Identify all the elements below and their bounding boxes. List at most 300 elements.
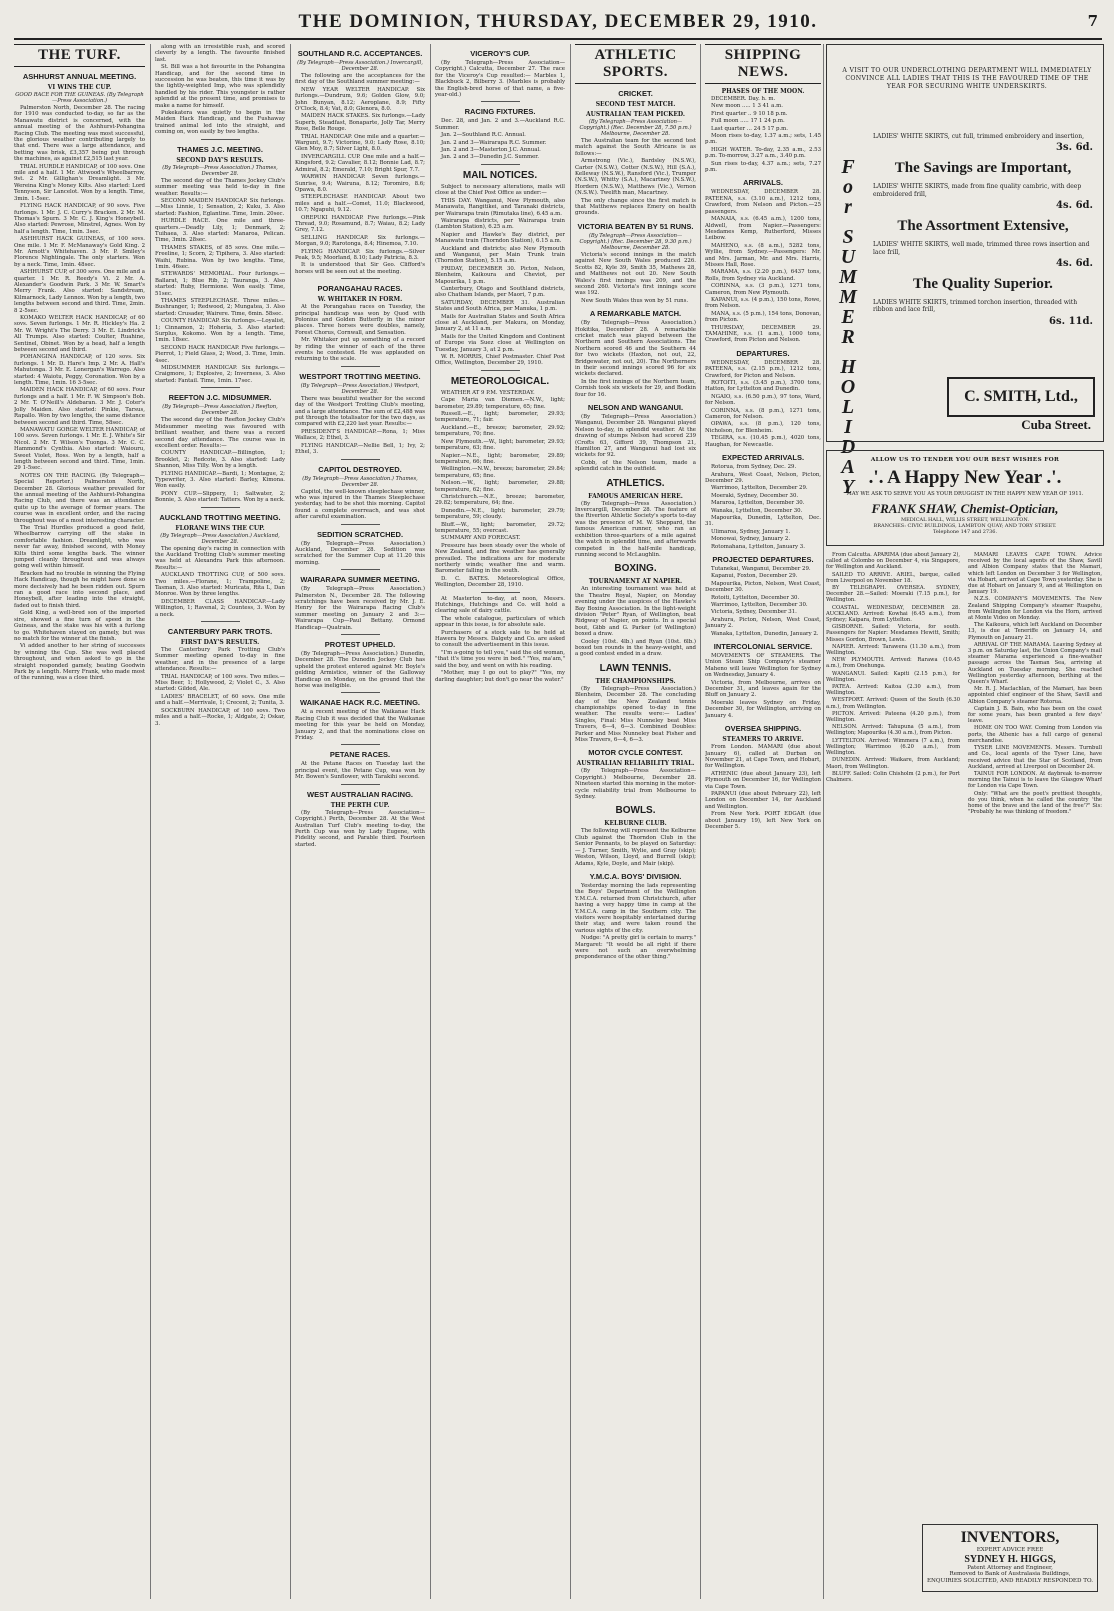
paragraph: Victoria's second innings in the match against New South Wales produced 226. Scotts 82, Kyle 39, Smith 35, Mathews 28, and Matthews not out 20. New South Wales's first innings was 209, and the second 260. Victoria's first innings score was 192. — [575, 251, 696, 297]
ad-line: ENQUIRIES SOLICITED, AND READILY RESPONDED TO. — [926, 1577, 1094, 1584]
paragraph: MAIDEN HACK HANDICAP, of 60 sovs. Four furlongs and a half. 1 Mr. F. W. Simpson's Bob. 2 Mr. T. O'Neill's Aldebaran. 3 Mr. J. Coter's Jolly Maiden. Also started: Pinkie, Tarsus, Rapallo. Won by two lengths, the same distance between second and third. Time, 58sec. — [14, 387, 145, 426]
article-heading: MAIL NOTICES. — [462, 169, 538, 181]
paragraph: SECOND MAIDEN HANDICAP. Six furlongs.—Miss Linnie, 1; Sensation, 2; Kuku, 3. Also started: Fashion, Eglantine. Time, 1min. 20sec. — [155, 197, 285, 217]
paragraph: N.Z.S. COMPANY'S MOVEMENTS. The New Zealand Shipping Company's steamer Ruapehu, from Wellington for London via the Horn, arrived at Monte Video on Monday. — [968, 596, 1102, 622]
paragraph: Russell.—E., light; barometer, 29.93; temperature, 71; fair. — [435, 411, 565, 424]
article-body — [705, 189, 821, 343]
paragraph: Wanaka, Lyttelton, Dunedin, January 2. — [711, 630, 819, 637]
paragraph: OREPUKI HANDICAP. Five furlongs.—Pink Thread, 9.0; Rosamund, 8.7; Waiau, 8.2; Lady Grey, 7.12. — [295, 214, 425, 234]
paragraph: W. R. MORRIS, Chief Postmaster. Chief Post Office, Wellington, December 29, 1910. — [435, 354, 565, 367]
paragraph: ARRIVAL OF THE MARAMA. Leaving Sydney at 3 p.m. on Saturday last, the Union Company's mail steamer Marama experienced a fine-weather passage across the Tasman Sea, arriving at Auckland on Tuesday morning. She reached Wellington yesterday afternoon, berthing at the Queen's Wharf. — [968, 641, 1102, 686]
paragraph: WEATHER AT 9 P.M. YESTERDAY. — [441, 389, 535, 396]
article-body — [295, 709, 425, 741]
paragraph: ROTOITI, s.s. (3.45 p.m.), 3700 tons, Hatton, for Lyttelton and Dunedin. — [705, 380, 821, 393]
section-heading-turf: THE TURF. — [14, 44, 145, 67]
article-heading: NELSON AND WANGANUI. — [587, 403, 684, 412]
article-heading: WAIRARAPA SUMMER MEETING. — [300, 575, 420, 585]
paragraph: Arahura, West Coast, Nelson, Picton, December 29. — [705, 471, 821, 484]
paragraph: Mararoa, Lyttelton, December 30. — [711, 500, 805, 507]
paragraph: SELLING HANDICAP. Six furlongs.—Morgan, 9.0; Rarotonga, 8.4; Hinemoa, 7.10. — [295, 234, 425, 248]
paragraph: (By Telegraph—Press Association.) Dunedin, December 28. The Dunedin Jockey Club has upheld the protest entered against Mr. Boyle's gelding Armistice, winner of the Galloway Handicap on Monday, on the ground that the horse was ineligible. — [295, 651, 425, 690]
paragraph: MOVEMENTS OF STEAMERS. The Union Steam Ship Company's steamer Maheno will leave Wellington for Sydney on Wednesday, January 4. — [705, 653, 821, 679]
paragraph: Mails for the United Kingdom and Continent of Europe via Suez close at Wellington on Tuesday, January 3, at 2 p.m. — [435, 333, 565, 353]
paragraph: Mails for Australian States and South Africa close at Auckland, per Makura, on Monday, January 2, at 11 a.m. — [435, 313, 565, 333]
paragraph: "I'm a-going to tell you," said the old woman, "that it's time you were in bed." "Yes, ma'am," said the boy, and went on with his reading. — [435, 649, 565, 669]
ad-telephone: Telephone 147 and 2736. — [932, 529, 998, 535]
article-byline: (By Telegraph—Press Association.) Thames, December 28. — [162, 164, 278, 177]
paragraph: Moeraki leaves Sydney on Friday, December 30, for Wellington, arriving on January 4. — [705, 699, 821, 719]
article-subheading: STEAMERS TO ARRIVE. — [722, 736, 804, 744]
ad-items — [873, 133, 1093, 331]
paragraph: Pressure has been steady over the whole of New Zealand, and fine weather has generally prevailed. The indications are for moderate northerly winds; weather fine and warm. Barometer falling in the south. — [435, 542, 565, 575]
shipping-telegraph-column — [826, 552, 960, 1592]
paragraph: Mr. R. J. Maclachlan, of the Mamari, has been appointed chief engineer of the Shaw, Savill and Albion Company's steamer Rotorua. — [968, 686, 1102, 705]
paragraph: Wellington.—N.W., breeze; barometer, 29.84; temperature, 65; fine. — [435, 466, 565, 479]
ad-line: Removed to Bank of Australasia Buildings, — [949, 1571, 1071, 1578]
column-shipping-news — [705, 44, 821, 1599]
paragraph: Rotorua, from Sydney, Dec. 29. — [711, 464, 797, 471]
paragraph: Victoria, from Melbourne, arrives on December 31, and leaves again for the Bluff on January 2. — [705, 679, 821, 699]
paragraph: SOCKBURN HANDICAP, of 160 sovs. Two miles and a half.—Rocke, 1; Aldgate, 2; Oskar, 3. — [155, 707, 285, 727]
article-heading: REEFTON J.C. MIDSUMMER. — [168, 393, 272, 403]
paragraph: The second day of the Thames Jockey Club's summer meeting was held to-day in fine weather. Results:— — [155, 177, 285, 197]
paragraph: Warrimoo, Lyttelton, December 29. — [711, 485, 808, 492]
paragraph: INVERCARGILL CUP. One mile and a half.—Kingsford, 9.2; Cavalier, 8.12; Bonnie Lad, 8.7; Admiral, 8.2; Emerald, 7.10; Bright Spur, 7.7. — [295, 153, 425, 173]
paragraph: LYTTELTON. Arrived: Wimmera (7 a.m.), from Wellington; Warrimoo (6.20 a.m.), from Wellington. — [826, 737, 960, 757]
paragraph: New moon ..... 1 3 41 a.m. — [711, 103, 783, 110]
paragraph: TYSER LINE MOVEMENTS. Messrs. Turnbull and Co., local agents of the Tyser Line, have received advice that the Star of Scotland, from Auckland, arrived at Liverpool on December 24. — [968, 745, 1102, 770]
ad-item-price: 4s. 6d. — [1056, 200, 1093, 212]
article-subheading: W. WHITAKER IN FORM. — [317, 296, 403, 304]
ad-firm-name: C. SMITH, Ltd., — [947, 377, 1095, 417]
paragraph: Auckland and districts; also New Plymouth and Wanganui, per Main Trunk train (Thorndon Station), 5.15 a.m. — [435, 245, 565, 265]
ad-slogan: The Savings are Important, — [894, 160, 1072, 177]
paragraph: FRIDAY, DECEMBER 30. Picton, Nelson, Blenheim, Kaikoura and Cheviot, per Mapourika, 1 p.m. — [435, 265, 565, 285]
column-athletic-sports — [575, 44, 696, 1599]
ad-slogan: The Quality Superior. — [913, 276, 1053, 293]
column-divider — [570, 44, 571, 1599]
paragraph: WESTPORT. Arrived: Queen of the South (6.30 a.m.), from Wellington. — [826, 697, 960, 710]
paragraph: Full moon ..... 17 1 24 p.m. — [711, 118, 785, 125]
article-heading: A REMARKABLE MATCH. — [589, 309, 682, 319]
article-body — [575, 586, 696, 657]
paragraph: (By Telegraph—Press Association.) Hokitika, December 28. A remarkable cricket match was played between the Northern and Southern Associations. The Northern scored 46 and the Southern 44 for two wickets (Haxton, not out, 22, Bridgewater, not out, 20). The Northerners in their second innings scored 96 for six wickets declared. — [575, 320, 696, 378]
paragraph: SECOND HACK HANDICAP. Five furlongs.—Pierrot, 1; Field Glass, 2; Wood, 3. Time, 1min. 4sec. — [155, 344, 285, 364]
ad-item — [873, 218, 1093, 235]
article-heading: WEST AUSTRALIAN RACING. — [307, 789, 413, 799]
paragraph: Christchurch.—N.E., breeze; barometer, 29.82; temperature, 64; fine. — [435, 493, 565, 507]
paragraph: The Canterbury Park Trotting Club's Summer meeting opened to-day in fine weather, and in the presence of a large attendance. Results:— — [155, 647, 285, 673]
ad-line: MAY WE ASK TO SERVE YOU AS YOUR DRUGGIST IN THE HAPPY NEW YEAR OF 1911. — [846, 491, 1084, 497]
advertisement-frank-shaw — [826, 450, 1104, 546]
paragraph: Napier.—N.E., light; barometer, 29.89; temperature, 66; fine. — [435, 452, 565, 465]
paragraph: ASHHURST HACK GUINEAS, of 100 sovs. One mile. 1 Mr. F. McManaway's Gold King. 2 Mr. Arnott's Whitehaven. 3 Mr. P. Smiley's Florence Nightingale. The only starters. Won by a neck. Time, 1min. 48sec. — [14, 236, 145, 268]
paragraph: (By Telegraph—Press Association—Copyright.) Melbourne, December 28. Nineteen started this morning in the motor-cycle reliability trial from Melbourne to Sydney. — [575, 768, 696, 801]
paragraph: D. C. BATES. Meteorological Office, Wellington, December 28, 1910. — [435, 575, 565, 589]
ad-item — [873, 241, 1093, 270]
paragraph: Last quarter ... 24 5 17 p.m. — [711, 125, 788, 132]
article-body — [575, 320, 696, 398]
divider — [481, 370, 520, 371]
paragraph: NELSON. Arrived: Tahupuna (5 a.m.), from Wellington; Mapourika (4.30 a.m.), from Picton. — [826, 724, 960, 737]
paragraph: HURDLE RACE. One mile and three-quarters.—Deadly Lily, 1; Denmark, 2; Tuihaea, 3. Also started: Manaroa, Pelican. Time, 3min. 28sec. — [155, 218, 285, 244]
article-body — [705, 744, 821, 830]
article-heading: EXPECTED ARRIVALS. — [721, 453, 805, 463]
paragraph: NGAIO, s.s. (6.50 p.m.), 97 tons, Ward, for Nelson. — [705, 393, 821, 407]
article-heading: BOWLS. — [615, 805, 656, 817]
paragraph: THURSDAY, DECEMBER 29. TAMAHINE, s.s. (1 a.m.), 1000 tons, Crawford, from Picton and Nelson. — [705, 324, 821, 344]
paragraph: MANAIA, s.s. (6.45 a.m.), 1200 tons, Aldwell, from Napier.—Passengers: Mesdames Kemp, Rutherford, Misses Leibow. — [705, 216, 821, 242]
paragraph: Ulimaroa, Sydney, January 1. — [711, 528, 791, 535]
paragraph: First quarter .. 9 10 18 p.m. — [711, 110, 788, 117]
article-subheading: SECOND DAY'S RESULTS. — [176, 156, 264, 164]
paragraph: STEWARDS' MEMORIAL. Four furlongs.—Ballarat, 1; Blue Rib, 2; Tauranga, 3. Also started: Ruby, Hermione. Won easily. Time, 51sec. — [155, 271, 285, 297]
article-body — [575, 501, 696, 559]
paragraph: DECEMBER CLASS HANDICAP.—Lady Willington, 1; Ravenal, 2; Countess, 3. Won by a neck. — [155, 598, 285, 618]
divider — [341, 524, 380, 525]
paragraph: The second day of the Reefton Jockey Club's Midsummer meeting was favoured with brilliant weather, and there was a record second day attendance. The course was in excellent order. Results:— — [155, 417, 285, 449]
article-body — [155, 178, 285, 385]
paragraph: From London. MAMARI (due about January 6), called at Durban on November 21, at Cape Town, and Hobart, for Wellington. — [705, 744, 821, 770]
paragraph: Vi added another to her string of successes by winning the Cup. She was well placed throughout, and when asked to go in the straight responded gamely, beating Goodwin Park by a length. Merry Frank, who made most of the running, was a close third. — [14, 643, 145, 682]
paragraph: Palmerston North, December 28. The racing for 1910 was conducted to-day, so far as the Manawatu district is concerned, with the annual meeting of the Ashhurst-Pohangina Racing Club. The meeting was most successful, the glorious weather contributing largely to that end. There was a large attendance, and betting was brisk, £3,357 being put through the machines, as against £2,515 last year. — [14, 105, 145, 163]
article-body — [295, 541, 425, 567]
divider — [201, 621, 240, 622]
column-divider — [700, 44, 701, 1599]
paragraph: KAPANUI, s.s. (4 p.m.), 150 tons, Rowe, from Nelson. — [705, 296, 821, 310]
divider — [341, 692, 380, 693]
ad-intro: A VISIT TO OUR UNDERCLOTHING DEPARTMENT WILL IMMEDIATELY CONVINCE ALL LADIES THAT THIS IS THE FAVOURED TIME OF THE YEAR FOR SECURING WHITE UNDERSKIRTS. — [842, 67, 1092, 90]
paragraph: (By Telegraph—Press Association.) Blenheim, December 28. The concluding day of the New Zealand tennis championships opened to-day in fine weather. The results were:— Ladies' Singles, Final: Miss Nunneley beat Miss Travers, 6—4, 6—3. Combined Doubles: Parker and Miss Nunneley beat Fisher and Miss Travers, 6—4, 6—3. — [575, 685, 696, 744]
ad-item-description: LADIES WHITE SKIRTS, trimmed torchon insertion, threaded with ribbon and lace frill, — [873, 299, 1078, 314]
column-acceptances — [295, 44, 425, 1599]
divider — [481, 164, 520, 165]
article-heading: PETANE RACES. — [329, 750, 391, 760]
article-body — [14, 105, 145, 682]
moon-table — [705, 96, 821, 173]
paragraph: Tutanekai, Wanganui, December 29. — [711, 565, 811, 572]
ad-firm-name: FRANK SHAW, Chemist-Optician, — [871, 501, 1059, 516]
paragraph: THAMES STEEPLECHASE. Three miles.—Bushranger, 1; Redwood, 2; Mungatea, 3. Also started: Crusader, Wairere. Time, 6min. 58sec. — [155, 298, 285, 317]
paragraph: Jan. 2 and 3—Masterton J.C. Annual. — [441, 147, 541, 154]
paragraph: WEDNESDAY, DECEMBER 28. PATEENA, s.s. (3.10 a.m.), 1212 tons, Crawford, from Nelson and Picton.—25 passengers. — [705, 189, 821, 215]
divider — [341, 744, 380, 745]
paragraph: POHANGINA HANDICAP, of 120 sovs. Six furlongs. 1 Mr. D. Hare's Imp. 2 Mr. A. Hall's Mahutonga. 3 Mr. E. Lonergan's Warrego. Also started: 4 Waiotu, Peggy, Coronation. Won by a length. Time, 1min. 16 3-5sec. — [14, 354, 145, 387]
article-byline: (By Telegraph—Press Association—Copyright.) (Rec. December 28, 7.50 p.m.) Melbourne, December 28. — [579, 119, 692, 137]
article-heading: CRICKET. — [618, 89, 653, 98]
paragraph: MARAMA, s.s. (2.20 p.m.), 6437 tons, Rolls, from Sydney via Auckland. — [705, 269, 821, 282]
ad-line: Patent Attorney and Engineer, — [967, 1564, 1053, 1571]
paragraph: Victoria, Sydney, December 31. — [711, 609, 797, 616]
paragraph: Canterbury, Otago and Southland districts, also Chatham Islands, per Maori, 7 p.m. — [435, 285, 565, 299]
article-body — [435, 596, 565, 649]
paragraph: The following are the acceptances for the first day of the Southland summer meeting:— — [295, 73, 425, 86]
column-notices — [435, 44, 565, 1599]
article-body — [575, 768, 696, 800]
paragraph: Bracken had no trouble in winning the Flying Hack Handicap, though he might have done so more decisively had he been ridden out. Spurn ran a good race into second place, and Honeybell, after leading into the straight, faded out to finish third. — [14, 570, 145, 609]
paragraph: PICTON. Arrived: Pateena (4.20 p.m.), from Wellington. — [826, 710, 960, 724]
ad-item-description: LADIES' WHITE SKIRTS, well made, trimmed three rows insertion and lace frill, — [873, 241, 1090, 256]
ad-line: EXPERT ADVICE FREE — [976, 1547, 1044, 1553]
paragraph: In the first innings of the Northern team, Cornish took six wickets for 29, and Bodkin four for 16. — [575, 378, 696, 398]
paragraph: "Mother, may I go out to play?" "Yes, my darling daughter; but don't go near the water." — [435, 670, 565, 683]
ad-item — [873, 160, 1093, 177]
article-heading: SEDITION SCRATCHED. — [316, 529, 404, 539]
ad-item — [873, 299, 1093, 328]
paragraph: The following will represent the Kelburne Club against the Thorndon Club in the Senior Pennants, to be played on Saturday:— J. Turner, Smith, Wylie, and Gray (skip); Weston, Wilson, Lloyd, and Burrell (skip); Adams, Kyle, Doyle, and Mair (skip). — [575, 828, 696, 867]
paragraph: DUNEDIN. Arrived: Waikare, from Auckland; Maori, from Wellington. — [826, 757, 960, 770]
paragraph: SAILED TO ARRIVE. ARIEL, barque, called from Liverpool on November 18. — [826, 571, 960, 584]
paragraph: MANAWATU GORGE WELTER HANDICAP, of 100 sovs. Seven furlongs. 1 Mr. E. J. White's Sir Nicol. 2 Mr. T. Wilson's Tuonga. 3 Mr. C. C. Hammond's Cynthia. Also started: Waiouru, Sweet Violet, Ross. Won by a length, half a length between second and third. Time, 1min. 29 1-5sec. — [14, 426, 145, 472]
paragraph: Armstrong (Vic.), Bardsley (N.S.W.), Carter (N.S.W.), Cotter (N.S.W.), Hill (S.A.), Kelleway (N.S.W.), Ransford (Vic.), Trumper (N.S.W.), Whitty (S.A.), Macartney (N.S.W.), Hordern (N.S.W.), Matthews (Vic.), Vernon (N.S.W.). Twelfth man, Macartney. — [575, 158, 696, 197]
paragraph: ATHENIC (due about January 23), left Plymouth on December 16, for Wellington via Cape Town. — [705, 770, 821, 790]
article-body — [575, 883, 696, 961]
article-subheading: KELBURNE CLUB. — [604, 820, 667, 828]
paragraph: BLUFF. Sailed: Colin Chisholm (2 p.m.), for Port Chalmers. — [826, 770, 960, 783]
paragraph: (By Telegraph—Press Association—Copyright.) Perth, December 28. At the West Australian Turf Club's meeting to-day, the Perth Cup was won by Lady Eugene, with Fidelity second, and Parable third. Fourteen started. — [295, 809, 425, 848]
article-body — [575, 828, 696, 866]
paragraph: CORINNA, s.s. (3 p.m.), 1271 tons, Cameron, from New Plymouth. — [705, 283, 821, 296]
paragraph: Cape Maria van Diemen.—N.W., light; barometer, 29.89; temperature, 65; fine. — [435, 397, 565, 410]
article-body — [575, 686, 696, 744]
paragraph: FLYING HANDICAP.—Bardi, 1; Montague, 2; Typewriter, 3. Also started: Barley, Kimona. Won easily. — [155, 470, 285, 490]
article-subheading: AUSTRALIAN TEAM PICKED. — [586, 111, 685, 118]
paragraph: Warrimoo, Lyttelton, December 30. — [711, 602, 808, 608]
paragraph: Sun rises to-day, 4.37 a.m.; sets, 7.27 p.m. — [705, 160, 821, 174]
paragraph: MAHENO, s.s. (8 a.m.), 5282 tons, Wyllie, from Sydney.—Passengers: Mr. and Mrs. Jarman, Mr. and Mrs. Harris, Misses Hall, Rose. — [705, 242, 821, 268]
paragraph: WANGANUI. Sailed: Kapiti (2.15 p.m.), for Wellington. — [826, 670, 960, 683]
article-body — [705, 566, 821, 637]
article-body — [575, 414, 696, 473]
divider — [201, 387, 240, 388]
paragraph: Mapourika, Dunedin, Lyttelton, Dec. 31. — [705, 514, 821, 528]
article-heading: BOXING. — [614, 563, 657, 575]
paragraph: (By Telegraph—Press Association.) Palmerston N., December 28. The following scratchings have been received by Mr. J. E. Henry for the Wairarapa Racing Club's summer meeting on January 2 and 3:—Wairarapa Cup—Paul Bettany. Ormond Handicap—Quatrain. — [295, 586, 425, 631]
divider — [341, 366, 380, 367]
article-heading: PROTEST UPHELD. — [324, 640, 396, 649]
article-subheading: FLORANE WINS THE CUP. — [175, 524, 265, 532]
paragraph: The Trial Hurdles produced a good field, Wheelbarrow carrying off the stake in comfortable fashion. Dreamlight, who was never far away, finished second, with Money Kilts third some lengths back. The winner jumped cleanly throughout and was always going well within himself. — [14, 525, 145, 570]
article-subheading: FIRST DAY'S RESULTS. — [180, 639, 260, 647]
paragraph: Mr. Whitaker put up something of a record by riding the winner of each of the three events he contested. He was applauded on returning to the scale. — [295, 337, 425, 363]
ad-item — [873, 183, 1093, 212]
ad-item-description: LADIES' WHITE SKIRTS, cut full, trimmed embroidery and insertion, — [873, 133, 1085, 140]
paragraph: MIDSUMMER HANDICAP. Six furlongs.—Craigmore, 1; Explosive, 2; Inverness, 3. Also started: Fantail. Time, 1min. 17sec. — [155, 365, 285, 384]
advertisement-sydney-higgs — [922, 1524, 1098, 1592]
paragraph: MAIDEN HACK STAKES. Six furlongs.—Lady Superb, Steadfast, Bonaparte, Jolly Tar, Merry Rose, Belle Rouge. — [295, 113, 425, 133]
article-body — [435, 118, 565, 160]
article-heading: VICTORIA BEATEN BY 51 RUNS. — [577, 221, 694, 231]
article-body — [435, 650, 565, 683]
article-heading: AUCKLAND TROTTING MEETING. — [159, 512, 281, 522]
ad-item-price: 4s. 6d. — [1056, 258, 1093, 270]
article-body — [705, 360, 821, 448]
divider — [341, 459, 380, 460]
paragraph: New South Wales thus won by 51 runs. — [581, 297, 689, 304]
advertisement-column — [826, 44, 1106, 1599]
article-body — [705, 464, 821, 550]
paragraph: PONY CUP.—Slippery, 1; Saltwater, 2; Bonnie, 3. Also started: Tatters. Won by a neck. — [155, 490, 285, 504]
paragraph: Wairarapa districts, per Wairarapa train (Lambton Station), 6.25 a.m. — [435, 217, 565, 231]
paragraph: There was beautiful weather for the second day of the Westport Trotting Club's meeting, and a large attendance. The sum of £2,488 was put through the totalisator for the two days, as compared with £2,220 last year. Results:— — [295, 395, 425, 428]
paragraph: Moon rises to-day, 1.37 a.m.; sets, 1.45 p.m. — [705, 133, 821, 146]
paragraph: NEW YEAR WELTER HANDICAP. Six furlongs.—Dundrum, 9.6; Golden Glow, 9.0; John Bunyan, 8.12; Aeroplane, 8.9; Fifty O'Clock, 8.4; Vat, 8.0; Glenora, 8.0. — [295, 86, 425, 113]
paragraph: HOME ON TOO WAY. Coming from London via ports, the Athenic has a full cargo of general merchandise. — [968, 725, 1102, 744]
article-byline: (By Telegraph—Press Association.) Auckland, December 28. — [160, 532, 280, 545]
divider — [341, 634, 380, 635]
paragraph: Bluff.—W., light; barometer, 29.72; temperature, 55; overcast. — [435, 521, 565, 534]
paragraph: Wanaka, Lyttelton, December 30. — [711, 507, 803, 514]
paragraph: Only: "What are the poet's prettiest thoughts, do you think, when he called the country 'the home of the brave and the land of the free'?" Sis: "Probably he was thinking of freedom." — [968, 790, 1102, 816]
paragraph: The only change since the first match is that Matthews replaces Emery on health grounds. — [575, 197, 696, 217]
paragraph: NOTES ON THE RACING. (By Telegraph—Special Reporter.) Palmerston North, December 28. Glorious weather prevailed for the annual meeting of the Ashhurst-Pohangina Racing Club, and there was an attendance quite up to the average of former years. The course was in excellent order, and the racing throughout was of a most interesting character. — [14, 472, 145, 524]
article-heading: METEOROLOGICAL. — [450, 375, 550, 387]
article-heading: WAIKANAE HACK R.C. MEETING. — [300, 698, 420, 708]
paragraph: Dunedin.—N.E., light; barometer, 29.79; temperature, 59; cloudy. — [435, 507, 565, 521]
ad-item-price: 3s. 6d. — [1056, 142, 1093, 154]
article-body — [295, 396, 425, 456]
paragraph: MANA, s.s. (5 p.m.), 154 tons, Donovan, from Picton. — [705, 310, 821, 324]
paragraph: (By Telegraph—Press Association.) Auckland, December 28. Sedition was scratched for the Summer Cup at 11.20 this morning. — [295, 540, 425, 566]
article-subheading: THE PERTH CUP. — [330, 801, 390, 809]
article-heading: MOTOR CYCLE CONTEST. — [588, 748, 683, 758]
ad-address: MEDICAL HALL, WILLIS STREET, WELLINGTON. — [900, 517, 1030, 523]
article-body — [295, 651, 425, 689]
article-body — [295, 761, 425, 780]
paragraph: Jan. 2 and 3—Wairarapa R.C. Summer. — [441, 139, 547, 146]
article-body — [575, 252, 696, 304]
paragraph: At the Porangahau races on Tuesday, the principal handicap was won by Quod with Polonius and Golden Butterfly in the minor places. Three horses were doubles, namely, Forest Chorus, Cornwall, and Sensation. — [295, 304, 425, 336]
vertical-slogan: F o r S U M M E R H O L I D A Y — [839, 156, 857, 498]
article-heading: WESTPORT TROTTING MEETING. — [299, 371, 421, 381]
paragraph: Capitol, the well-known steeplechase winner, who was injured in the Thames Steeplechase yesterday, had to be shot this morning. Capitol found a complete overreach, and was shot after careful examination. — [295, 488, 425, 521]
article-subheading: TOURNAMENT AT NAPIER. — [588, 578, 683, 586]
article-heading: CANTERBURY PARK TROTS. — [167, 627, 273, 637]
section-heading-shipping-news: SHIPPING NEWS. — [705, 44, 821, 84]
article-byline: GOOD RACE FOR THE GUINEAS. (By Telegraph—Press Association.) — [15, 92, 144, 104]
paragraph: Dec. 28, and Jan. 2 and 3.—Auckland R.C. Summer. — [435, 118, 565, 131]
paragraph: Subject to necessary alterations, mails will close at the Chief Post Office as under:— — [435, 183, 565, 197]
paragraph: ASHHURST CUP, of 300 sovs. One mile and a quarter. 1 Mr. R. Reedy's Vi. 2 Mr. A. Alexander's Goodwin Park. 3 Mr. W. Smart's Merry Frank. Also started: Sandstream, Kilmarnock, Lady Lennox. Won by a length, two lengths between second and third. Time, 2min. 8 2-5sec. — [14, 269, 145, 314]
paragraph: GISBORNE. Sailed: Victoria, for south. Passengers for Napier: Mesdames Hewitt, Smith; Misses Gordon, Brown, Lewis. — [826, 624, 960, 643]
paragraph: FLYING HANDICAP. Six furlongs.—Silver Peak, 9.5; Moorland, 8.10; Lady Patricia, 8.3. — [295, 248, 425, 261]
paragraph: WARWIN HANDICAP. Seven furlongs.—Sunrise, 9.4; Wairuna, 8.12; Toromiro, 8.6; Opawa, 8.0. — [295, 174, 425, 193]
masthead — [14, 6, 1102, 40]
article-byline: (By Telegraph—Press Association.) Reefton, December 28. — [162, 404, 278, 417]
divider — [481, 101, 520, 102]
paragraph: PRESIDENT'S HANDICAP.—Rona, 1; Miss Wallace, 2; Ethel, 3. — [295, 428, 425, 442]
article-body — [575, 138, 696, 217]
article-byline: (By Telegraph—Press Association.) Westport, December 28. — [300, 382, 420, 395]
article-byline: (By Telegraph—Press Association.) Invercargill, December 28. — [297, 60, 423, 72]
paragraph: The opening day's racing in connection with the Auckland Trotting Club's summer meeting was held at Alexandra Park this afternoon. Results:— — [155, 545, 285, 571]
paragraph: (By Telegraph—Press Association.) Wanganui, December 28. Wanganui played Nelson to-day, in splendid weather. At the drawing of stumps Nelson had scored 239 (Crofts 63, Gifford 39, Thompson 21, Hamilton 27, and Wanganui had lost six wickets for 92. — [575, 414, 696, 459]
paragraph: WEDNESDAY, DECEMBER 28. PATEENA, s.s. (2.15 p.m.), 1212 tons, Crawford, for Picton and Nelson. — [705, 359, 821, 379]
ad-greeting: .'. A Happy New Year .'. — [868, 467, 1062, 488]
ad-line: ALLOW US TO TENDER YOU OUR BEST WISHES FOR — [870, 457, 1060, 463]
article-heading: THAMES J.C. MEETING. — [177, 144, 263, 154]
article-heading: PORANGAHAU RACES. — [317, 284, 403, 294]
paragraph: KOMAKO WELTER HACK HANDICAP, of 60 sovs. Seven furlongs. 1 Mr. R. Hickley's Ha. 2 Mr. W. Wright's The Derry. 3 Mr. E. Lindrick's All Trumps. Also started: Coulter, Ruahine, Sentinel, Obinet. Won by a head, half a length between second and third. — [14, 315, 145, 354]
ad-item-price: 6s. 11d. — [1049, 315, 1093, 327]
article-body — [295, 304, 425, 363]
paragraph: LADIES' BRACELET, of 60 sovs. One mile and a half.—Merrivale, 1; Crecent, 2; Tunita, 3. — [155, 693, 285, 707]
article-body — [155, 546, 285, 618]
ad-heading: INVENTORS, — [960, 1529, 1060, 1546]
paragraph: The Kaikoura, which left Auckland on December 13, is due at Teneriffe on January 14, and Plymouth on January 21. — [968, 622, 1102, 641]
divider — [481, 592, 520, 593]
article-subheading: AUSTRALIAN RELIABILITY TRIAL. — [576, 760, 695, 768]
article-heading: Y.M.C.A. BOYS' DIVISION. — [589, 871, 682, 881]
ad-item-description: LADIES' WHITE SKIRTS, made from fine quality cambric, with deep embroidered frill, — [873, 183, 1082, 198]
article-body — [435, 390, 565, 589]
column-divider — [150, 44, 151, 1599]
paragraph: At a recent meeting of the Waikanae Hack Racing Club it was decided that the Waikanae meeting for this year be held on Monday, January 2, and that the nominations close on Friday. — [295, 709, 425, 742]
paragraph: TRIAL HANDICAP, of 100 sovs. Two miles.—Miss Beer, 1; Hollywood, 2; Violet C., 3. Also started: Gilded, Ale. — [155, 673, 285, 693]
article-heading: SOUTHLAND R.C. ACCEPTANCES. — [297, 49, 423, 58]
paragraph: TAINUI FOR LONDON. At daybreak to-morrow morning the Tainui is to leave the Glasgow Wharf for London via Cape Town. — [968, 770, 1102, 790]
article-heading: RACING FIXTURES. — [464, 107, 536, 117]
article-heading: INTERCOLONIAL SERVICE. — [713, 642, 813, 652]
divider — [341, 278, 380, 279]
paragraph: AUCKLAND TROTTING CUP, of 500 sovs. Two miles.—Florane, 1; Trampoline, 2; Tasman, 3. Also started: Muricata, Rita L, Dan Monroe. Won by three lengths. — [155, 572, 285, 598]
paragraph: Jan. 2 and 3—Dunedin J.C. Summer. — [441, 154, 539, 161]
ad-firm-name: SYDNEY H. HIGGS, — [964, 1553, 1056, 1565]
article-heading: OVERSEA SHIPPING. — [724, 724, 802, 734]
article-body — [155, 44, 285, 136]
paragraph: Auckland.—E., breeze; barometer, 29.92; temperature, 70; fine. — [435, 424, 565, 438]
section-heading-athletic-sports: ATHLETIC SPORTS. — [575, 44, 696, 84]
paragraph: DECEMBER. Day. h. m. — [711, 96, 776, 102]
divider — [341, 784, 380, 785]
article-subheading: VI WINS THE CUP. — [47, 84, 112, 91]
paragraph: Nelson.—W., light; barometer, 29.88; temperature, 62; fine. — [435, 480, 565, 493]
paragraph: TEGIRA, s.s. (10.45 p.m.), 4020 tons, Haughan, for Newcastle. — [705, 435, 821, 448]
paragraph: TRIAL HURDLE HANDICAP, of 100 sovs. One mile and a half. 1 Mr. Attwood's Wheelbarrow, 9st. 2 Mr. Gillighan's Dreamlight. 3 Mr. Wereina King's Money Kilts. Also started: Lord Tennyson, Sir Lancelot. Won by a length. Time, 3min. 1-5sec. — [14, 163, 145, 202]
paragraph: Gold King, a well-bred son of the imported sire, showed a fine turn of speed in the Guineas, and the stake was his with a furlong to go. Whitehaven stayed on gamely, but was no match for the winner at the finish. — [14, 610, 145, 642]
paragraph: (By Telegraph—Press Association—Copyright.) Calcutta, December 27. The race for the Viceroy's Cup resulted:— Marbles 1, Blackbuck 2, Bilberry 3. (Marbles is probably the English-bred horse of that name, a five-year-old.) — [435, 60, 565, 99]
paragraph: BY TELEGRAPH. OVERSEA. SYDNEY, December 28.—Sailed: Moeraki (7.15 p.m.), for Wellington. — [826, 585, 960, 604]
ad-item — [873, 133, 1093, 154]
divider — [201, 139, 240, 140]
article-byline: (By Telegraph—Press Association—Copyright.) (Rec. December 28, 9.30 p.m.) Melbourne, December 28. — [579, 232, 692, 251]
paragraph: Rotoiti, Lyttelton, December 30. — [711, 594, 800, 601]
page-number: 7 — [1087, 12, 1098, 30]
article-byline: (By Telegraph—Press Association.) Thames, December 28. — [302, 475, 418, 488]
paragraph: NAPIER. Arrived: Tarawera (11.30 a.m.), from Wellington. — [826, 643, 960, 657]
paragraph: along with an irresistible rush, and scored cleverly by a length. The favourite finished last. — [155, 44, 285, 63]
article-body — [295, 489, 425, 521]
paragraph: Monowai, Sydney, January 2. — [711, 536, 791, 543]
paragraph: At the Petane Races on Tuesday last the principal event, the Petane Cup, was won by Mr. Bowen's Sunflower, with Tarakihi second. — [295, 761, 425, 781]
paragraph: TRIAL HANDICAP. One mile and a quarter.—Wargunt, 9.7; Victorine, 9.0; Lady Rose, 8.10; Glen Moy, 8.7; Silver Light, 8.0. — [295, 133, 425, 153]
paragraph: Purchasers of a stock sale to be held at Hawera by Messrs. Dalgety and Co. are asked to consult the advertisement in this issue. — [435, 629, 565, 649]
article-subheading: SECOND TEST MATCH. — [595, 101, 676, 108]
paragraph: Yesterday morning the lads representing the Boys' Department of the Wellington Y.M.C.A. returned from Christchurch, after having a very happy time in camp at the Y.M.C.A. camp in the Southern city. The visitors were hospitably entertained during their stay, and were taken round the various sights of the city. — [575, 882, 696, 934]
paragraph: It is understood that Sir Geo. Clifford's horses will be seen out at the meeting. — [295, 262, 425, 275]
article-body — [295, 73, 425, 275]
paragraph: New Plymouth.—W., light; barometer, 29.93; temperature, 63; fine. — [435, 438, 565, 452]
paragraph: PAPANUI (due about February 22), left London on December 14, for Auckland and Wellington. — [705, 790, 821, 810]
article-heading: ASHHURST ANNUAL MEETING. — [22, 72, 137, 81]
ad-slogan: The Assortment Extensive, — [897, 218, 1069, 235]
paragraph: THIS DAY. Wanganui, New Plymouth, also Manawatu, Rangitikei, and Taranaki districts, per Wairarapa train (Rimutaka line), 6.45 a.m. — [435, 197, 565, 217]
paragraph: OPAWA, s.s. (8 p.m.), 120 tons, Nicholson, for Blenheim. — [705, 421, 821, 434]
paragraph: CORINNA, s.s. (8 p.m.), 1271 tons, Cameron, for Nelson. — [705, 407, 821, 421]
article-body — [435, 60, 565, 98]
ad-address: BRANCHES: CIVIC BUILDINGS, LAMBTON QUAY; AND TORY STREET. — [873, 523, 1057, 529]
column-divider — [823, 44, 824, 1599]
